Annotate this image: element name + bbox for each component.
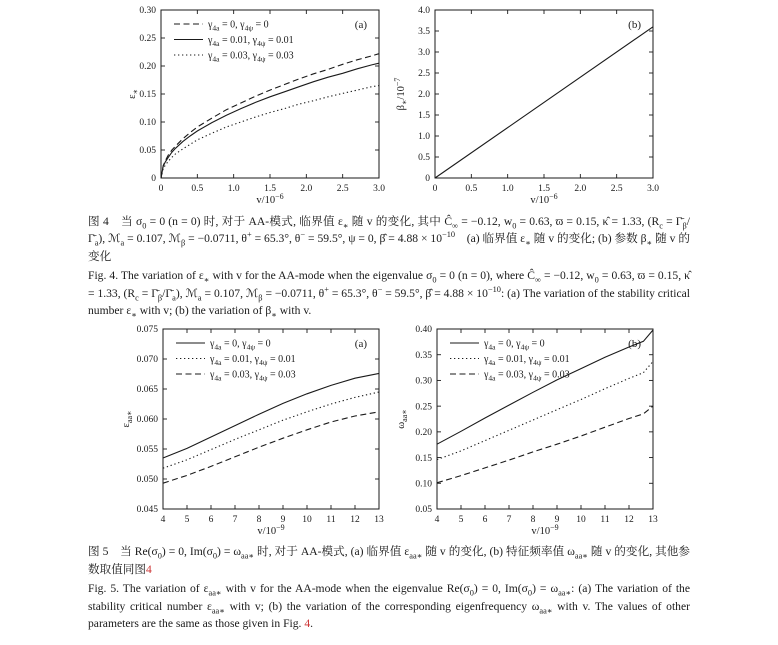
- legend-label: $\gamma_{4a} = 0.01$, $\gamma_{4\psi} = 0.01$: [208, 34, 294, 48]
- x-tick-label: 1.5: [264, 184, 276, 194]
- y-tick-label: 3.5: [418, 27, 430, 38]
- figure4-caption-zh: 图 4 当 $\sigma_0 = 0$ (n = 0) 时, 对于 AA-模式, 临界值 $\varepsilon_∗$ 随 v 的变化, 其中 $Ĉ_\infty = -0.12$, $w_0 = 0.63$, ϖ = 0.15, κ̂ = 1.33, ($R_c$ = $\Gammā_\beta/\Gammā_a$), ℳ$_a$ = 0.107, ℳ$_\beta$ = −0.0711, θ+ = 65.3°, θ− = 59.5°, ψ = 0, β̂ = $4.88 \times 10^{-10}$ (a) 临界值 $\varepsilon_∗$ 随 v 的变化; (b) 参数 $\beta_∗$ 随 v 的变化: [88, 215, 690, 263]
- y-tick-label: 0.05: [139, 146, 156, 157]
- x-tick-label: 5: [184, 515, 190, 526]
- legend-label: $\gamma_{4a} = 0$, $\gamma_{4\psi} = 0$: [210, 338, 271, 352]
- y-axis-label: $\varepsilon_∗$: [127, 89, 140, 99]
- figure4-panel-b-chart: [391, 4, 661, 206]
- x-tick-label: 3.0: [373, 184, 385, 194]
- series-line-gamma-0p03: [161, 86, 379, 178]
- x-tick-label: 13: [648, 515, 658, 526]
- y-axis-label: $\varepsilon_{aa∗}$: [121, 410, 134, 428]
- figure-reference-link[interactable]: 4: [304, 616, 311, 630]
- x-axis-label: $v/10^{-6}$: [530, 192, 558, 206]
- y-tick-label: 0: [151, 174, 156, 185]
- y-tick-label: 0.5: [418, 153, 430, 164]
- legend-label: $\gamma_{4a} = 0.03$, $\gamma_{4\psi} = 0.03$: [208, 50, 294, 64]
- y-tick-label: 0.065: [136, 385, 158, 396]
- x-tick-label: 10: [576, 515, 586, 526]
- x-tick-label: 8: [256, 515, 262, 526]
- x-tick-label: 9: [280, 515, 286, 526]
- y-tick-label: 0: [425, 174, 430, 185]
- series-line-beta-star: [435, 27, 653, 178]
- x-tick-label: 4: [160, 515, 166, 526]
- y-tick-label: 0.055: [136, 445, 158, 456]
- x-tick-label: 0: [432, 184, 438, 194]
- series-line-gamma-0p01: [163, 392, 379, 468]
- x-tick-label: 8: [530, 515, 536, 526]
- y-tick-label: 2.0: [418, 90, 430, 101]
- figure5-caption-zh: 图 5 当 $Re(\sigma_0) = 0$, $Im(\sigma_0) = \omega_{aa∗}$ 时, 对于 AA-模式, (a) 临界值 $\varepsilon_{aa∗}$ 随 v 的变化, (b) 特征频率值 $\omega_{aa∗}$ 随 v 的变化, 其他参数取值同图4: [88, 545, 690, 576]
- y-tick-label: 1.0: [418, 132, 430, 143]
- y-tick-label: 3.0: [418, 48, 430, 59]
- x-tick-label: 5: [458, 515, 464, 526]
- x-tick-label: 0: [158, 184, 164, 194]
- series-line-gamma-0p03: [437, 406, 653, 483]
- x-tick-label: 2.0: [300, 184, 313, 194]
- x-tick-label: 6: [482, 515, 488, 526]
- figure4-panels: [88, 4, 690, 206]
- y-tick-label: 0.075: [136, 325, 158, 336]
- y-tick-label: 0.20: [415, 428, 432, 439]
- y-tick-label: 0.15: [139, 90, 156, 101]
- y-tick-label: 0.30: [415, 376, 432, 387]
- legend-label: $\gamma_{4a} = 0.01$, $\gamma_{4\psi} = 0.01$: [484, 354, 570, 368]
- legend-label: $\gamma_{4a} = 0.03$, $\gamma_{4\psi} = 0.03$: [210, 369, 296, 383]
- x-tick-label: 2.5: [336, 184, 349, 194]
- panel-label: (b): [628, 338, 641, 351]
- x-tick-label: 0.5: [191, 184, 204, 194]
- x-tick-label: 6: [208, 515, 214, 526]
- x-tick-label: 12: [624, 515, 634, 526]
- x-tick-label: 1.5: [538, 184, 550, 194]
- y-axis-label: $\omega_{aa∗}$: [396, 409, 409, 430]
- x-tick-label: 4: [434, 515, 440, 526]
- y-tick-label: 0.15: [415, 454, 432, 465]
- y-tick-label: 0.070: [136, 355, 158, 366]
- x-tick-label: 11: [600, 515, 610, 526]
- y-tick-label: 0.25: [415, 402, 432, 413]
- panel-label: (b): [628, 19, 641, 31]
- y-tick-label: 1.5: [418, 111, 430, 122]
- legend-label: $\gamma_{4a} = 0$, $\gamma_{4\psi} = 0$: [208, 19, 269, 33]
- y-tick-label: 0.10: [139, 118, 156, 129]
- y-tick-label: 0.05: [415, 505, 432, 516]
- figure5-panel-b-chart: [391, 323, 661, 537]
- x-axis-label: $v/10^{-9}$: [257, 523, 285, 538]
- y-tick-label: 0.045: [136, 505, 158, 516]
- x-tick-label: 0.5: [465, 184, 478, 194]
- figure5-caption-en: Fig. 5. The variation of $\varepsilon_{aa∗}$ with v for the AA-mode when the eigenvalue $Re(\sigma_0) = 0$, $Im(\sigma_0) = \omega_{aa∗}$: (a) The variation of the stability critical number $\varepsilon_{aa∗}$ with v; (b) the variation of the corresponding eigenfrequency $\omega_{aa∗}$ with v. The values of other parameters are the same as those given in Fig. 4.: [88, 582, 691, 630]
- y-tick-label: 2.5: [418, 69, 430, 80]
- figure-reference-link[interactable]: 4: [145, 562, 152, 576]
- legend-label: $\gamma_{4a} = 0.03$, $\gamma_{4\psi} = 0.03$: [484, 369, 570, 383]
- series-line-gamma-0: [163, 374, 379, 459]
- figure5-panels: [88, 323, 690, 537]
- series-line-gamma-0: [437, 330, 653, 444]
- y-tick-label: 0.20: [139, 62, 156, 73]
- figure4-panel-a-chart: [117, 4, 387, 206]
- figure5-panel-a-chart: [117, 323, 387, 537]
- x-tick-label: 10: [302, 515, 312, 526]
- x-tick-label: 1.0: [501, 184, 514, 194]
- panel-label: (a): [354, 19, 367, 31]
- x-tick-label: 12: [350, 515, 360, 526]
- series-line-gamma-0p03: [163, 412, 379, 483]
- axes-frame: [435, 10, 653, 178]
- y-axis-label: $\beta_∗/10^{-7}$: [393, 77, 409, 111]
- y-tick-label: 0.25: [139, 34, 156, 45]
- y-tick-label: 4.0: [418, 6, 430, 17]
- x-tick-label: 7: [506, 515, 512, 526]
- x-tick-label: 9: [554, 515, 560, 526]
- x-tick-label: 7: [232, 515, 238, 526]
- x-tick-label: 13: [374, 515, 384, 526]
- y-tick-label: 0.40: [415, 325, 432, 336]
- paper-page-content: [88, 0, 690, 632]
- y-tick-label: 0.10: [415, 479, 432, 490]
- x-axis-label: $v/10^{-9}$: [531, 523, 559, 538]
- x-tick-label: 11: [326, 515, 336, 526]
- x-tick-label: 2.5: [610, 184, 623, 194]
- y-tick-label: 0.30: [139, 6, 156, 17]
- series-line-gamma-0p01: [161, 63, 379, 178]
- x-tick-label: 1.0: [227, 184, 240, 194]
- y-tick-label: 0.35: [415, 351, 432, 362]
- x-tick-label: 2.0: [574, 184, 587, 194]
- figure4-caption-en: Fig. 4. The variation of $\varepsilon_∗$ with v for the AA-mode when the eigenvalue $\sigma_0 = 0$ (n = 0), where $Ĉ_\infty = -0.12$, $w_0 = 0.63$, ϖ = 0.15, κ̂ = 1.33, ($R_c$ = $\Gammā_\beta/\Gammā_a$), ℳ$_a$ = 0.107, ℳ$_\beta$ = −0.0711, θ+ = 65.3°, θ− = 59.5°, β̂ = $4.88 \times 10^{-10}$: (a) The variation of the stability critical number $\varepsilon_∗$ with v; (b) the variation of $\beta_∗$ with v.: [88, 269, 690, 320]
- x-axis-label: $v/10^{-6}$: [256, 192, 284, 206]
- panel-label: (a): [354, 338, 367, 351]
- y-tick-label: 0.050: [136, 475, 158, 486]
- x-tick-label: 3.0: [647, 184, 659, 194]
- y-tick-label: 0.060: [136, 415, 158, 426]
- legend-label: $\gamma_{4a} = 0$, $\gamma_{4\psi} = 0$: [484, 338, 545, 352]
- legend-label: $\gamma_{4a} = 0.01$, $\gamma_{4\psi} = 0.01$: [210, 354, 296, 368]
